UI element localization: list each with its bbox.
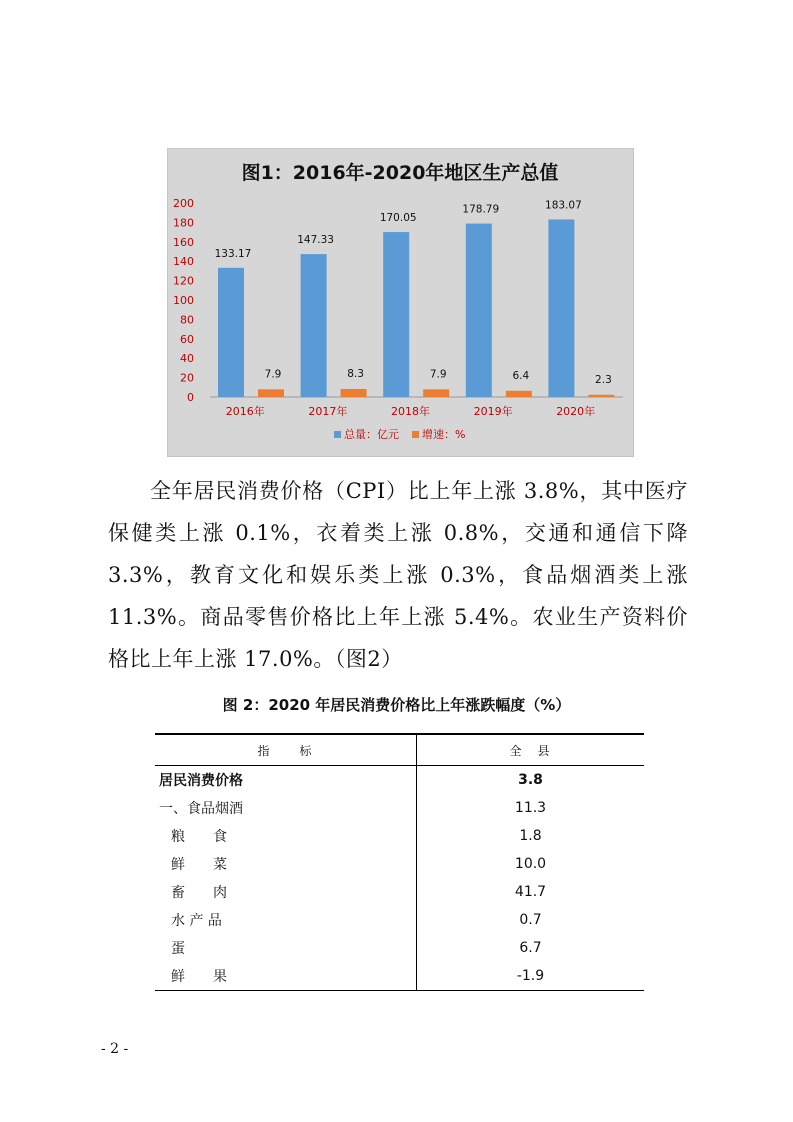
legend-label-growth: 增速：% (422, 428, 466, 441)
row-value: 11.3 (514, 800, 547, 816)
bar-growth (258, 389, 284, 397)
gdp-bar-chart-svg (168, 149, 633, 456)
data-label-growth: 2.3 (595, 373, 612, 386)
row-label: 粮 食 (155, 822, 417, 850)
bar-total (301, 254, 327, 397)
y-tick-label: 160 (173, 235, 194, 249)
x-tick-label: 2020年 (556, 405, 596, 418)
x-tick-label: 2019年 (473, 405, 513, 418)
chart-title: 图1：2016年-2020年地区生产总值 (241, 162, 559, 184)
y-tick-label: 180 (173, 216, 194, 230)
bar-total (383, 232, 409, 397)
table-row (155, 906, 644, 934)
y-tick-label: 40 (180, 352, 194, 366)
cpi-paragraph-text: 全年居民消费价格（CPI）比上年上涨 3.8%，其中医疗保健类上涨 0.1%，衣着类上涨 0.8%，交通和通信下降 3.3%，教育文化和娱乐类上涨 0.3%，食品烟酒类上涨 11.3%。商品零售价格比上年上涨 5.4%。农业生产资料价格比上年上涨 17.0%。（图2） (108, 479, 688, 671)
data-label-total: 170.05 (379, 212, 417, 225)
row-label: 蛋 (155, 934, 417, 962)
data-label-total: 183.07 (545, 199, 582, 212)
data-label-total: 178.79 (462, 203, 500, 216)
row-value: 41.7 (514, 884, 547, 900)
data-label-total: 133.17 (214, 247, 252, 260)
legend-label-total: 总量：亿元 (344, 428, 399, 441)
table-row (155, 850, 644, 878)
bar-total (466, 224, 492, 397)
legend-swatch-growth (412, 431, 419, 438)
row-label: 畜 肉 (155, 878, 417, 906)
bar-growth (588, 395, 614, 397)
row-label: 鲜 果 (155, 962, 417, 991)
gdp-chart (167, 148, 634, 457)
y-tick-label: 20 (180, 371, 194, 385)
row-label: 一、食品烟酒 (155, 794, 417, 822)
x-tick-label: 2017年 (308, 405, 348, 418)
x-tick-label: 2016年 (225, 405, 265, 418)
y-tick-label: 200 (173, 197, 194, 210)
data-label-growth: 8.3 (347, 367, 364, 380)
table-row (155, 822, 644, 850)
x-tick-label: 2018年 (391, 405, 430, 418)
data-label-growth: 6.4 (512, 369, 530, 382)
row-value: 1.8 (519, 828, 542, 844)
row-label: 鲜 菜 (155, 850, 417, 878)
y-tick-label: 100 (173, 294, 194, 307)
bar-growth (341, 389, 367, 397)
cpi-paragraph (108, 470, 688, 680)
data-label-growth: 7.9 (429, 368, 447, 381)
header-county: 全 县 (417, 734, 645, 766)
row-value: 3.8 (518, 772, 543, 788)
y-tick-label: 140 (173, 255, 194, 269)
table-title: 图 2：2020 年居民消费价格比上年涨跌幅度（%） (222, 696, 571, 714)
row-value: 6.7 (519, 940, 542, 956)
table-row (155, 962, 644, 991)
row-label: 居民消费价格 (155, 766, 417, 795)
table-row (155, 766, 644, 795)
data-label-total: 147.33 (297, 234, 334, 247)
row-value: 0.7 (519, 912, 542, 928)
bar-total (548, 219, 574, 397)
table-row (155, 794, 644, 822)
row-value: 10.0 (514, 856, 547, 872)
table-row (155, 934, 644, 962)
cpi-table (155, 733, 644, 991)
bar-total (218, 268, 244, 397)
data-label-growth: 7.9 (264, 368, 282, 381)
bar-growth (506, 391, 532, 397)
bar-growth (423, 389, 449, 397)
y-tick-label: 60 (180, 332, 194, 346)
row-label: 水 产 品 (155, 906, 417, 934)
y-tick-label: 120 (173, 274, 194, 288)
row-value: -1.9 (417, 962, 645, 991)
table-row (155, 878, 644, 906)
page-number: - 2 - (101, 1041, 129, 1057)
header-indicator: 指 标 (155, 734, 417, 766)
y-tick-label: 0 (187, 391, 194, 404)
y-tick-label: 80 (180, 313, 194, 327)
legend-swatch-total (334, 431, 341, 438)
table-header-row (155, 734, 644, 766)
